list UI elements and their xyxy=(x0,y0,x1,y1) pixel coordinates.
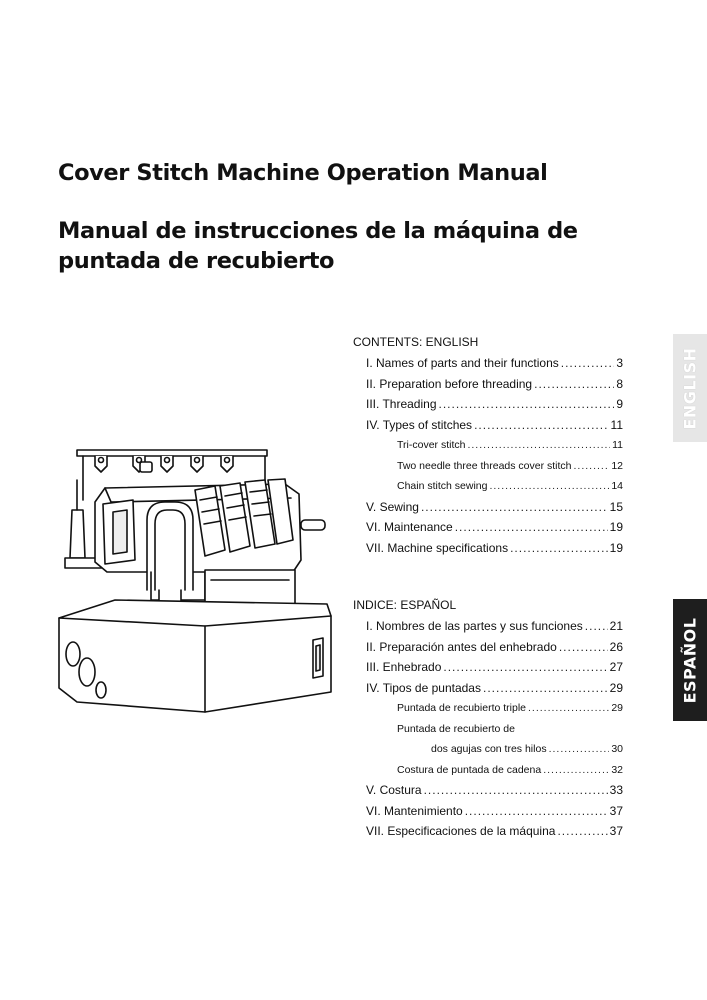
toc-entry-label: VI. Mantenimiento xyxy=(366,803,463,818)
cover-stitch-machine-illustration xyxy=(55,440,345,720)
toc-subentry[interactable] xyxy=(353,719,623,740)
toc-entry-label: VI. Maintenance xyxy=(366,520,453,534)
english-tab-label: ENGLISH xyxy=(680,346,700,430)
dot-leader xyxy=(585,616,608,637)
dot-leader xyxy=(443,657,607,678)
english-section-tab[interactable] xyxy=(673,334,707,442)
toc-entry-page: 26 xyxy=(609,639,623,654)
dot-leader xyxy=(483,678,608,699)
toc-entry-label: III. Threading xyxy=(366,397,437,411)
contents-english xyxy=(353,333,623,558)
toc-entry-label: I. Names of parts and their functions xyxy=(366,356,559,370)
dot-leader xyxy=(421,497,608,518)
toc-entry-label: VII. Machine specifications xyxy=(366,540,509,555)
toc-entry-page: 37 xyxy=(609,803,623,818)
toc-entry-label: Puntada de recubierto triple xyxy=(397,702,526,714)
toc-entry-page: 9 xyxy=(616,397,623,411)
toc-entry-page: 8 xyxy=(616,376,623,391)
dot-leader xyxy=(474,415,608,436)
toc-entry[interactable] xyxy=(353,678,623,699)
title-english: Cover Stitch Machine Operation Manual xyxy=(58,160,548,186)
dot-leader xyxy=(424,780,608,801)
toc-entry-page: 15 xyxy=(609,499,623,514)
toc-entry[interactable] xyxy=(353,353,623,374)
toc-entry[interactable] xyxy=(353,616,623,637)
contents-spanish xyxy=(353,596,623,842)
dot-leader xyxy=(559,637,608,658)
toc-entry-label: VII. Especificaciones de la máquina xyxy=(366,824,556,838)
toc-entry-label: V. Sewing xyxy=(366,499,419,514)
toc-entry-label: dos agujas con tres hilos xyxy=(431,743,547,755)
contents-spanish-heading: INDICE: ESPAÑOL xyxy=(353,598,457,612)
dot-leader xyxy=(549,739,610,760)
toc-entry-label: Puntada de recubierto de xyxy=(397,722,515,735)
toc-entry-page: 3 xyxy=(616,356,623,370)
toc-entry[interactable] xyxy=(353,801,623,822)
toc-entry-page: 29 xyxy=(609,680,623,695)
toc-entry-label: Two needle three threads cover stitch xyxy=(397,459,572,472)
dot-leader xyxy=(528,698,609,719)
contents-english-heading: CONTENTS: ENGLISH xyxy=(353,335,479,349)
toc-entry-label: II. Preparación antes del enhebrado xyxy=(366,639,557,654)
toc-subentry[interactable] xyxy=(353,698,623,719)
toc-entry[interactable] xyxy=(353,374,623,395)
toc-entry-page: 32 xyxy=(611,763,623,776)
toc-entry[interactable] xyxy=(353,657,623,678)
toc-subentry[interactable] xyxy=(353,435,623,456)
dot-leader xyxy=(467,435,610,456)
toc-entry[interactable] xyxy=(353,780,623,801)
toc-entry[interactable] xyxy=(353,517,623,538)
dot-leader xyxy=(465,801,608,822)
toc-entry[interactable] xyxy=(353,637,623,658)
dot-leader xyxy=(489,476,609,497)
toc-entry-label: Chain stitch sewing xyxy=(397,480,488,492)
toc-entry[interactable] xyxy=(353,538,623,559)
toc-entry-page: 11 xyxy=(612,439,623,451)
toc-entry-page: 12 xyxy=(611,459,623,472)
dot-leader xyxy=(455,517,608,538)
toc-entry-label: V. Costura xyxy=(366,783,422,797)
toc-entry[interactable] xyxy=(353,497,623,518)
toc-entry-label: Costura de puntada de cadena xyxy=(397,763,542,776)
toc-entry-page: 19 xyxy=(609,540,623,555)
toc-entry-label: Tri-cover stitch xyxy=(397,439,466,451)
dot-leader xyxy=(543,760,609,781)
toc-entry[interactable] xyxy=(353,394,623,415)
toc-entry-label: I. Nombres de las partes y sus funciones xyxy=(366,619,583,633)
toc-entry[interactable] xyxy=(353,821,623,842)
dot-leader xyxy=(561,353,615,374)
toc-entry-page: 29 xyxy=(611,702,623,714)
spanish-section-tab[interactable] xyxy=(673,599,707,721)
toc-subentry[interactable] xyxy=(353,476,623,497)
toc-entry-page: 27 xyxy=(609,660,623,674)
toc-entry-label: II. Preparation before threading xyxy=(366,376,533,391)
toc-entry-page: 19 xyxy=(609,520,623,534)
toc-entry[interactable] xyxy=(353,415,623,436)
toc-entry-page: 21 xyxy=(609,619,623,633)
title-spanish-line-2: puntada de recubierto xyxy=(58,248,335,274)
dot-leader xyxy=(557,821,607,842)
dot-leader xyxy=(510,538,608,559)
spanish-tab-label: ESPAÑOL xyxy=(680,617,700,703)
toc-subentry[interactable] xyxy=(353,456,623,477)
toc-entry-page: 33 xyxy=(609,783,623,797)
toc-entry-page: 37 xyxy=(609,824,623,838)
toc-subentry[interactable] xyxy=(353,760,623,781)
title-spanish xyxy=(58,216,578,276)
toc-entry-page: 11 xyxy=(610,417,623,432)
title-spanish-line-1: Manual de instrucciones de la máquina de xyxy=(58,218,578,244)
toc-entry-page: 14 xyxy=(611,480,623,492)
toc-entry-page: 30 xyxy=(611,743,623,755)
dot-leader xyxy=(574,456,610,477)
toc-subentry-continued[interactable] xyxy=(353,739,623,760)
toc-entry-label: III. Enhebrado xyxy=(366,660,442,674)
dot-leader xyxy=(534,374,614,395)
toc-entry-label: IV. Types of stitches xyxy=(366,417,473,432)
toc-entry-label: IV. Tipos de puntadas xyxy=(366,680,481,695)
dot-leader xyxy=(439,394,615,415)
